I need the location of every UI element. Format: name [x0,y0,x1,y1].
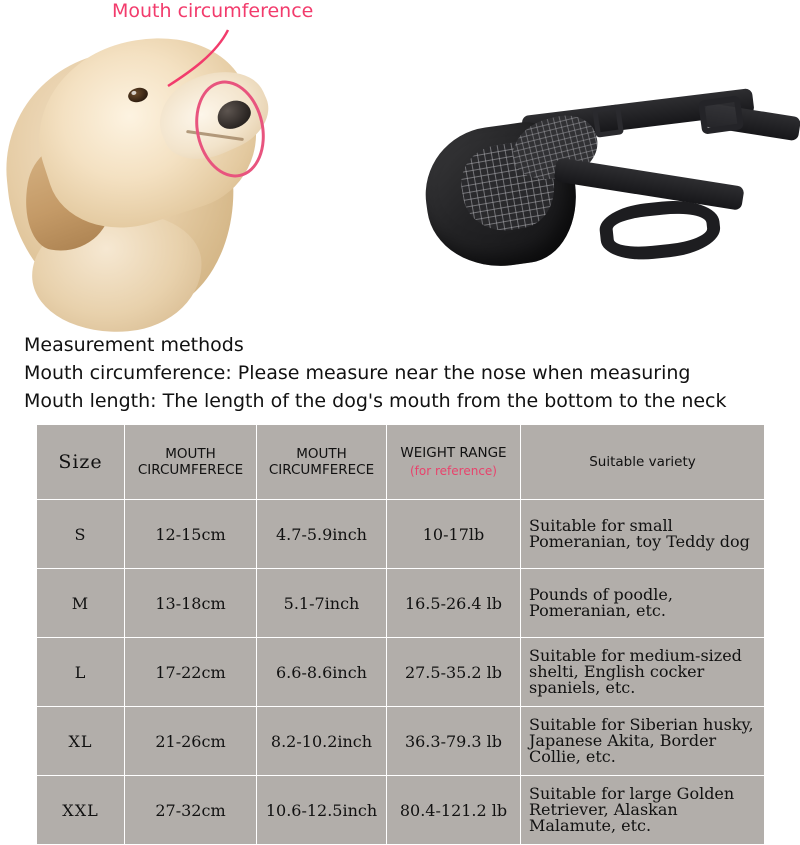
muzzle-neck-loop [597,196,722,264]
column-header-size: Size [37,425,125,500]
column-header-circumference-cm: MOUTH CIRCUMFERECE [125,425,257,500]
column-header-weight-range [387,425,521,500]
cell-size: M [37,569,125,638]
table-row [37,500,765,569]
table-body [37,500,765,845]
muzzle-slider-buckle-icon [592,104,624,138]
size-chart-table [36,424,765,845]
instructions-line-1: Mouth circumference: Please measure near the nose when measuring [24,362,691,384]
cell-variety: Suitable for small Pomeranian, toy Teddy dog [521,500,765,569]
cell-circumference-inch: 8.2-10.2inch [257,707,387,776]
cell-weight: 36.3-79.3 lb [387,707,521,776]
cell-weight: 80.4-121.2 lb [387,776,521,845]
table-row [37,776,765,845]
cell-circumference-inch: 4.7-5.9inch [257,500,387,569]
table-header [37,425,765,500]
cell-size: S [37,500,125,569]
cell-size: XXL [37,776,125,845]
cell-variety: Suitable for Siberian husky, Japanese Akita, Border Collie, etc. [521,707,765,776]
product-photo [404,96,800,296]
hero-images [0,0,800,325]
cell-circumference-cm: 21-26cm [125,707,257,776]
cell-circumference-cm: 13-18cm [125,569,257,638]
measurement-instructions [24,332,784,416]
table-row [37,569,765,638]
cell-circumference-inch: 10.6-12.5inch [257,776,387,845]
cell-variety: Suitable for large Golden Retriever, Alaskan Malamute, etc. [521,776,765,845]
dog-photo [8,22,338,322]
column-header-weight-note: (for reference) [410,464,497,478]
column-header-circumference-inch: MOUTH CIRCUMFERECE [257,425,387,500]
cell-variety: Suitable for medium-sized shelti, English cocker spaniels, etc. [521,638,765,707]
cell-variety: Pounds of poodle, Pomeranian, etc. [521,569,765,638]
cell-circumference-cm: 12-15cm [125,500,257,569]
cell-size: XL [37,707,125,776]
column-header-weight-range-label: WEIGHT RANGE [400,445,507,461]
table-row [37,707,765,776]
column-header-suitable-variety: Suitable variety [521,425,765,500]
cell-weight: 10-17lb [387,500,521,569]
callout-label: Mouth circumference [112,0,314,22]
instructions-heading: Measurement methods [24,334,244,356]
cell-circumference-inch: 6.6-8.6inch [257,638,387,707]
cell-circumference-inch: 5.1-7inch [257,569,387,638]
cell-circumference-cm: 27-32cm [125,776,257,845]
table-row [37,638,765,707]
cell-weight: 16.5-26.4 lb [387,569,521,638]
cell-weight: 27.5-35.2 lb [387,638,521,707]
instructions-line-2: Mouth length: The length of the dog's mouth from the bottom to the neck [24,390,727,412]
muzzle-buckle-icon [698,95,744,135]
cell-size: L [37,638,125,707]
cell-circumference-cm: 17-22cm [125,638,257,707]
table-header-row [37,425,765,500]
